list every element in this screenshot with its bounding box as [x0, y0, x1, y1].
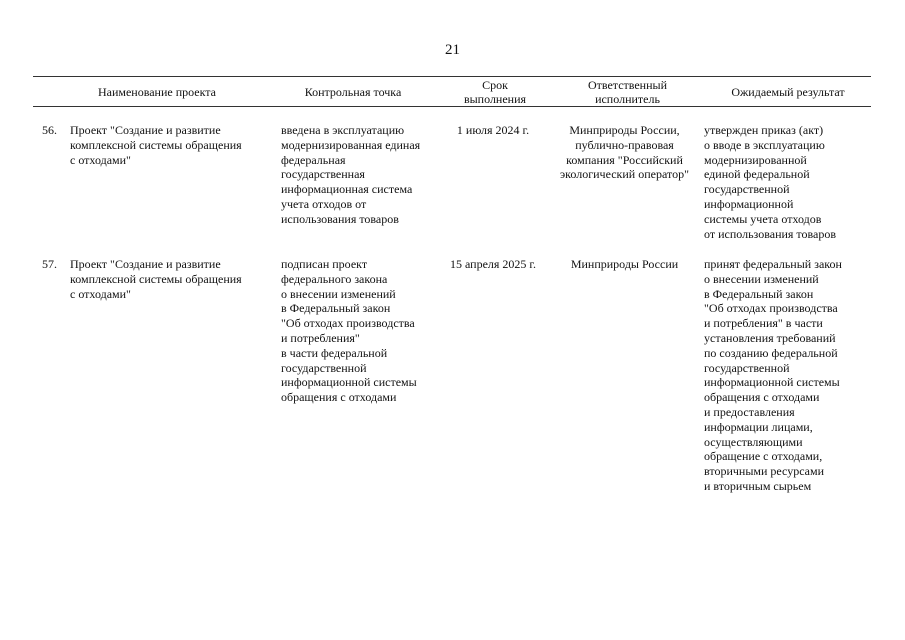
text-line: и вторичным сырьем	[704, 478, 812, 493]
text-line: обращения с отходами	[281, 390, 397, 405]
row-result	[704, 257, 842, 494]
text-line: информационной системы	[281, 375, 417, 390]
text-line: и потребления"	[281, 330, 360, 345]
text-line: государственная	[281, 167, 365, 182]
text-line: Проект "Создание и развитие	[70, 123, 221, 137]
table-header-deadline	[440, 77, 550, 106]
text-line: Минприроды России,	[569, 123, 680, 137]
row-project	[70, 123, 242, 167]
text-line: "Об отходах производства	[704, 301, 838, 316]
text-line: установления требований	[704, 330, 836, 345]
text-line: и предоставления	[704, 404, 795, 419]
text-line: системы учета отходов	[704, 211, 822, 226]
text-line: информационная система	[281, 182, 413, 197]
row-checkpoint	[281, 257, 417, 405]
text-line: информационной	[704, 196, 794, 211]
row-project	[70, 257, 242, 301]
header-rule-bottom	[33, 106, 871, 107]
text-line: государственной	[281, 360, 367, 375]
text-line: и потребления" в части	[704, 316, 823, 331]
text-line: о внесении изменений	[281, 286, 396, 301]
row-result	[704, 123, 836, 241]
text-line: вторичными ресурсами	[704, 464, 825, 479]
text-line: по созданию федеральной	[704, 345, 838, 360]
text-line: подписан проект	[281, 257, 368, 271]
text-line: учета отходов от	[281, 196, 367, 211]
row-number: 57.	[42, 257, 57, 271]
text-line: в части федеральной	[281, 345, 388, 360]
text-line: от использования товаров	[704, 226, 837, 241]
text-line: Минприроды России	[570, 257, 679, 271]
table-header-responsible-line: исполнитель	[595, 91, 660, 106]
text-line: модернизированная единая	[281, 137, 421, 152]
table-header-responsible	[555, 77, 700, 106]
text-line: обращения с отходами	[704, 390, 820, 405]
text-line: государственной	[704, 182, 790, 197]
text-line: о внесении изменений	[704, 271, 819, 286]
row-number: 56.	[42, 123, 57, 137]
text-line: о вводе в эксплуатацию	[704, 137, 825, 152]
text-line: в Федеральный закон	[704, 286, 814, 301]
text-line: принят федеральный закон	[704, 257, 842, 271]
text-line: введена в эксплуатацию	[281, 123, 405, 137]
page-number: 21	[445, 42, 460, 58]
text-line: обращение с отходами,	[704, 449, 823, 464]
text-line: государственной	[704, 360, 790, 375]
text-line: модернизированной	[704, 152, 807, 167]
row-deadline: 15 апреля 2025 г.	[450, 257, 536, 271]
text-line: комплексной системы обращения	[70, 271, 242, 286]
text-line: федерального закона	[281, 271, 388, 286]
text-line: с отходами"	[70, 152, 131, 167]
text-line: утвержден приказ (акт)	[704, 123, 824, 137]
text-line: в Федеральный закон	[281, 301, 391, 316]
text-line: комплексной системы обращения	[70, 137, 242, 152]
text-line: информационной системы	[704, 375, 840, 390]
text-line: компания "Российский	[566, 152, 683, 167]
text-line: экологический оператор"	[560, 167, 689, 182]
text-line: федеральная	[281, 152, 346, 167]
row-checkpoint	[281, 123, 420, 227]
table-header-deadline-line: выполнения	[463, 91, 527, 106]
text-line: информации лицами,	[704, 419, 813, 434]
text-line: с отходами"	[70, 286, 131, 301]
text-line: Проект "Создание и развитие	[70, 257, 221, 271]
table-header-checkpoint: Контрольная точка	[304, 84, 402, 99]
text-line: осуществляющими	[704, 434, 803, 449]
row-deadline: 1 июля 2024 г.	[456, 123, 530, 137]
row-responsible	[552, 257, 697, 272]
text-line: "Об отходах производства	[281, 316, 415, 331]
text-line: единой федеральной	[704, 167, 810, 182]
row-responsible	[552, 123, 697, 182]
text-line: использования товаров	[281, 211, 399, 226]
text-line: публично-правовая	[575, 137, 674, 152]
table-header-responsible-line: Ответственный	[587, 77, 668, 92]
table-header-deadline-line: Срок	[482, 77, 508, 92]
table-header-project: Наименование проекта	[97, 84, 217, 99]
table-header-result: Ожидаемый результат	[731, 84, 845, 99]
